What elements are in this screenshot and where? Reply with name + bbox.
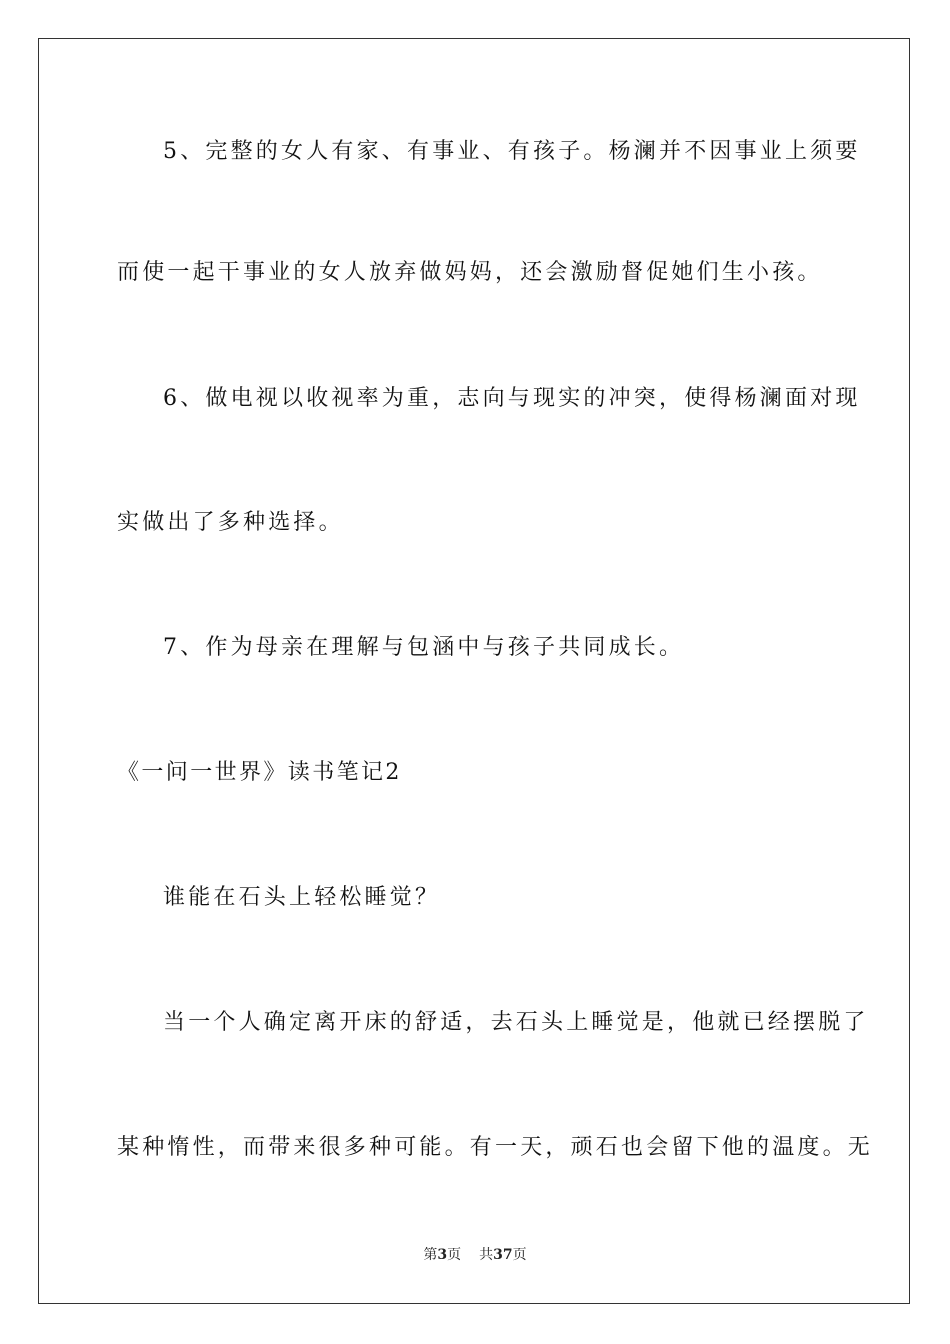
footer-page-prefix: 第 — [423, 1247, 438, 1263]
paragraph-5-line-1: 5、完整的女人有家、有事业、有孩子。杨澜并不因事业上须要 — [163, 139, 861, 164]
paragraph-line-2: 某种惰性，而带来很多种可能。有一天，顽石也会留下他的温度。无 — [117, 1135, 874, 1160]
question-line: 谁能在石头上轻松睡觉？ — [163, 885, 441, 910]
page-footer — [0, 1246, 950, 1264]
paragraph-6-line-2: 实做出了多种选择。 — [117, 510, 344, 535]
paragraph-6-line-1: 6、做电视以收视率为重，志向与现实的冲突，使得杨澜面对现 — [163, 386, 861, 411]
paragraph-5-line-2: 而使一起干事业的女人放弃做妈妈，还会激励督促她们生小孩。 — [117, 260, 823, 285]
paragraph-7: 7、作为母亲在理解与包涵中与孩子共同成长。 — [163, 635, 685, 660]
paragraph-line-1: 当一个人确定离开床的舒适，去石头上睡觉是，他就已经摆脱了 — [163, 1010, 869, 1035]
footer-total-number: 37 — [493, 1247, 513, 1263]
section-heading: 《一问一世界》读书笔记2 — [117, 760, 402, 785]
footer-total-prefix: 共 — [479, 1247, 494, 1263]
footer-page-suffix: 页 — [447, 1247, 462, 1263]
page-border — [38, 38, 910, 1304]
footer-page-number: 3 — [437, 1247, 448, 1263]
footer-total-suffix: 页 — [512, 1247, 527, 1263]
